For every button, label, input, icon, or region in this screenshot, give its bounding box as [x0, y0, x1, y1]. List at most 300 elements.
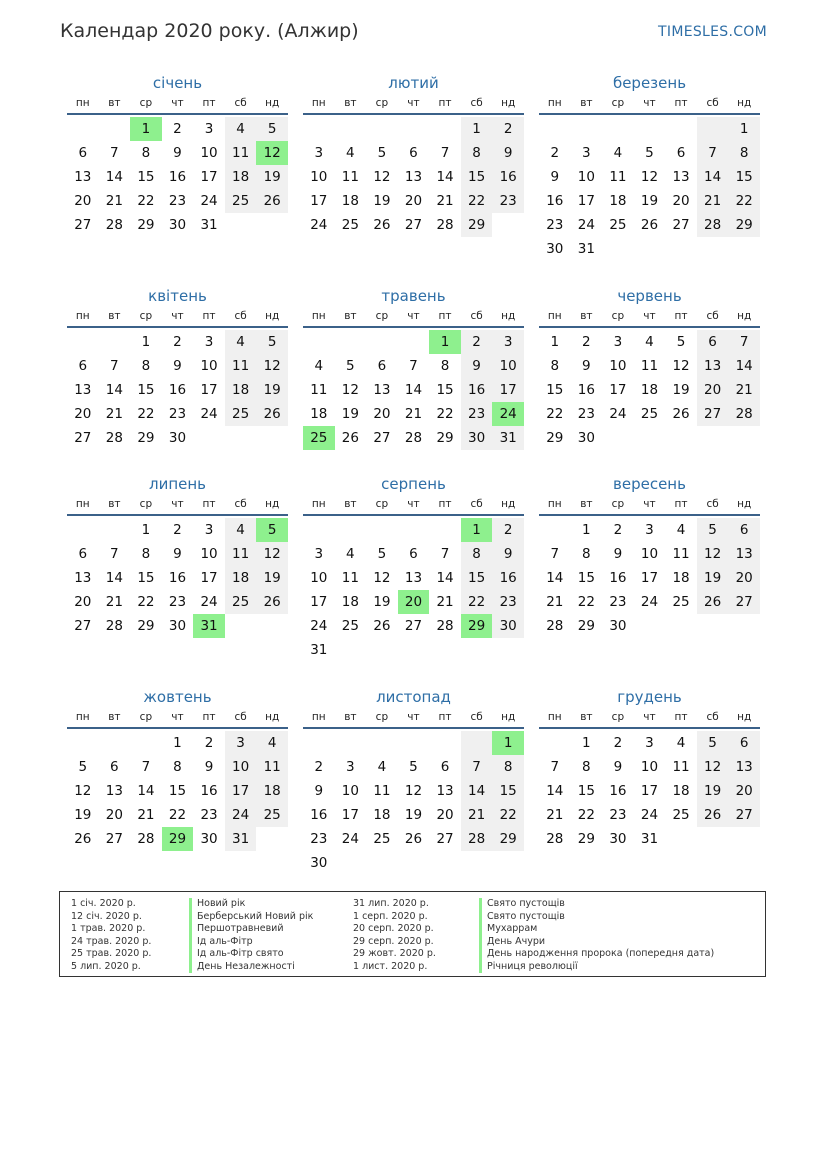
day-cell: 30: [492, 614, 524, 638]
empty-day-cell: [697, 426, 729, 450]
day-cell: 20: [404, 193, 423, 209]
empty-day-cell: [366, 638, 398, 662]
empty-day-cell: [398, 638, 430, 662]
weekday-label: нд: [501, 97, 516, 109]
weekday-label: ср: [375, 711, 389, 723]
day-cell: 27: [436, 831, 454, 847]
day-cell: 8: [141, 358, 151, 374]
day-cell: 30: [609, 618, 627, 634]
day-cell: 20: [436, 807, 454, 823]
holiday-date: 29 жовт. 2020 р.: [353, 948, 436, 959]
day-cell: 12: [697, 755, 729, 779]
empty-day-cell: [602, 237, 634, 261]
day-cell: 30: [168, 618, 187, 634]
empty-day-cell: [366, 731, 398, 755]
holiday-day-cell: 31: [193, 614, 225, 638]
weekday-label: нд: [265, 498, 280, 510]
weekday-header: [67, 710, 288, 729]
weekday-label: вт: [108, 498, 121, 510]
day-cell: 8: [728, 141, 760, 165]
day-cell: 10: [640, 546, 659, 562]
week-row: [67, 614, 288, 638]
day-cell: 17: [640, 570, 659, 586]
holiday-names-right: [479, 898, 714, 973]
day-cell: 21: [461, 803, 493, 827]
empty-day-cell: [398, 117, 430, 141]
day-cell: 14: [728, 354, 760, 378]
day-cell: 21: [436, 594, 454, 610]
day-cell: 3: [204, 121, 214, 137]
day-cell: 16: [492, 566, 524, 590]
day-cell: 26: [697, 590, 729, 614]
day-cell: 16: [168, 382, 187, 398]
day-cell: 11: [672, 759, 690, 775]
holiday-day-cell: 1: [461, 518, 493, 542]
day-cell: 16: [492, 165, 524, 189]
day-cell: 10: [225, 755, 257, 779]
day-cell: 21: [546, 807, 564, 823]
day-cell: 12: [640, 169, 659, 185]
day-cell: 7: [110, 358, 119, 374]
day-cell: 17: [200, 169, 218, 185]
week-row: [67, 518, 288, 542]
weekday-header: [539, 497, 760, 516]
month-block: [539, 474, 760, 638]
day-cell: 22: [546, 406, 564, 422]
week-row: [539, 590, 760, 614]
weekday-label: пт: [674, 498, 688, 510]
day-cell: 3: [613, 334, 623, 350]
day-cell: 21: [105, 406, 123, 422]
empty-day-cell: [634, 614, 666, 638]
day-cell: 6: [440, 759, 450, 775]
day-cell: 19: [697, 779, 729, 803]
day-cell: 25: [672, 594, 690, 610]
day-cell: 13: [74, 570, 92, 586]
weekday-label: чт: [407, 97, 420, 109]
empty-day-cell: [398, 518, 430, 542]
day-cell: 8: [550, 358, 560, 374]
month-title: лютий: [388, 74, 439, 92]
month-block: [303, 474, 524, 662]
day-cell: 1: [141, 522, 151, 538]
day-cell: 7: [409, 358, 418, 374]
week-row: [303, 566, 524, 590]
weekday-label: нд: [737, 97, 752, 109]
day-cell: 25: [672, 807, 690, 823]
day-cell: 13: [672, 169, 690, 185]
weekday-label: пн: [311, 310, 326, 322]
weekday-label: ср: [139, 711, 153, 723]
day-cell: 18: [225, 566, 257, 590]
weekday-label: ср: [139, 498, 153, 510]
weekday-label: ср: [375, 310, 389, 322]
day-cell: 4: [314, 358, 324, 374]
week-row: [303, 518, 524, 542]
day-cell: 5: [377, 145, 387, 161]
empty-day-cell: [665, 426, 697, 450]
holiday-name: Свято пустощів: [479, 898, 714, 911]
day-cell: 25: [609, 217, 627, 233]
weekday-label: вт: [108, 97, 121, 109]
day-cell: 30: [461, 426, 493, 450]
holiday-name: Новий рік: [189, 898, 313, 911]
holiday-name: Першотравневий: [189, 923, 313, 936]
day-cell: 30: [200, 831, 218, 847]
week-row: [303, 189, 524, 213]
day-cell: 7: [110, 546, 119, 562]
holiday-name: Річниця революції: [479, 961, 714, 974]
day-cell: 1: [728, 117, 760, 141]
holiday-day-cell: 24: [492, 402, 524, 426]
day-cell: 9: [314, 783, 324, 799]
day-cell: 3: [314, 546, 324, 562]
weekday-header: [67, 497, 288, 516]
week-row: [67, 779, 288, 803]
week-row: [303, 827, 524, 851]
month-title: березень: [612, 74, 687, 92]
weekday-label: пн: [547, 498, 562, 510]
day-cell: 20: [672, 193, 690, 209]
day-cell: 27: [697, 402, 729, 426]
empty-day-cell: [99, 330, 131, 354]
day-cell: 7: [461, 755, 493, 779]
day-cell: 4: [346, 546, 355, 562]
empty-day-cell: [335, 518, 367, 542]
week-row: [67, 330, 288, 354]
holiday-dates-right: [353, 898, 436, 973]
day-cell: 19: [672, 382, 690, 398]
day-cell: 20: [74, 594, 92, 610]
week-row: [539, 542, 760, 566]
weekday-label: пн: [547, 711, 562, 723]
empty-day-cell: [193, 426, 225, 450]
empty-day-cell: [461, 731, 493, 755]
day-cell: 2: [461, 330, 493, 354]
weekday-label: чт: [171, 310, 184, 322]
day-cell: 19: [373, 594, 391, 610]
day-cell: 1: [173, 735, 182, 751]
week-row: [67, 426, 288, 450]
day-cell: 1: [461, 117, 493, 141]
day-cell: 29: [728, 213, 760, 237]
day-cell: 30: [168, 217, 187, 233]
day-cell: 9: [204, 759, 214, 775]
day-cell: 31: [492, 426, 524, 450]
empty-day-cell: [492, 638, 524, 662]
day-cell: 25: [341, 217, 359, 233]
weekday-header: [67, 309, 288, 328]
day-cell: 7: [728, 330, 760, 354]
week-row: [303, 378, 524, 402]
day-cell: 16: [609, 570, 627, 586]
holiday-name: Свято пустощів: [479, 911, 714, 924]
weekday-label: пт: [438, 97, 452, 109]
day-cell: 30: [310, 855, 328, 871]
day-cell: 12: [373, 570, 391, 586]
day-cell: 23: [577, 406, 595, 422]
day-cell: 2: [550, 145, 560, 161]
weekday-label: пт: [202, 711, 216, 723]
week-row: [67, 378, 288, 402]
month-title: червень: [617, 287, 682, 305]
weekday-header: [303, 710, 524, 729]
holiday-name: Мухаррам: [479, 923, 714, 936]
day-cell: 15: [137, 570, 155, 586]
holiday-day-cell: 1: [130, 117, 162, 141]
holiday-name: День Незалежності: [189, 961, 313, 974]
weekday-label: чт: [643, 711, 656, 723]
day-cell: 10: [310, 570, 328, 586]
day-cell: 6: [728, 518, 760, 542]
holiday-date: 29 серп. 2020 р.: [353, 935, 434, 947]
day-cell: 19: [373, 193, 391, 209]
weekday-label: пт: [674, 97, 688, 109]
day-cell: 25: [225, 189, 257, 213]
day-cell: 30: [609, 831, 627, 847]
empty-day-cell: [728, 426, 760, 450]
month-title: жовтень: [143, 688, 212, 706]
day-cell: 9: [550, 169, 560, 185]
day-cell: 28: [546, 831, 564, 847]
day-cell: 26: [373, 618, 391, 634]
week-row: [67, 213, 288, 237]
day-cell: 24: [341, 831, 359, 847]
day-cell: 13: [74, 382, 92, 398]
empty-day-cell: [335, 638, 367, 662]
day-cell: 16: [310, 807, 328, 823]
day-cell: 15: [577, 570, 595, 586]
holiday-date: 20 серп. 2020 р.: [353, 923, 434, 934]
day-cell: 2: [173, 121, 182, 137]
day-cell: 22: [137, 193, 155, 209]
empty-day-cell: [398, 330, 430, 354]
day-cell: 5: [256, 117, 288, 141]
day-cell: 17: [609, 382, 627, 398]
weekday-label: чт: [407, 310, 420, 322]
day-cell: 25: [373, 831, 391, 847]
day-cell: 13: [728, 755, 760, 779]
week-row: [539, 566, 760, 590]
holiday-date: 31 лип. 2020 р.: [353, 898, 429, 909]
day-cell: 5: [645, 145, 654, 161]
day-cell: 31: [577, 241, 595, 257]
week-row: [539, 518, 760, 542]
empty-day-cell: [429, 731, 461, 755]
day-cell: 20: [74, 193, 92, 209]
week-row: [539, 378, 760, 402]
weekday-label: сб: [706, 310, 719, 322]
day-cell: 7: [141, 759, 151, 775]
day-cell: 24: [609, 406, 627, 422]
day-cell: 19: [256, 165, 288, 189]
day-cell: 26: [256, 189, 288, 213]
weekday-label: чт: [643, 498, 656, 510]
week-row: [539, 189, 760, 213]
day-cell: 24: [640, 594, 659, 610]
day-cell: 5: [256, 330, 288, 354]
holiday-name: Берберський Новий рік: [189, 911, 313, 924]
day-cell: 2: [314, 759, 324, 775]
empty-day-cell: [130, 731, 162, 755]
month-block: [303, 286, 524, 450]
day-cell: 10: [609, 358, 627, 374]
empty-day-cell: [571, 117, 603, 141]
day-cell: 28: [105, 618, 123, 634]
day-cell: 21: [697, 189, 729, 213]
empty-day-cell: [429, 851, 461, 875]
week-row: [67, 731, 288, 755]
day-cell: 5: [697, 518, 729, 542]
day-cell: 2: [173, 334, 182, 350]
week-row: [303, 638, 524, 662]
day-cell: 8: [440, 358, 450, 374]
day-cell: 15: [492, 779, 524, 803]
empty-day-cell: [256, 426, 288, 450]
week-row: [303, 590, 524, 614]
empty-day-cell: [256, 827, 288, 851]
holiday-names-left: [189, 898, 313, 973]
weekday-label: сб: [470, 498, 483, 510]
day-cell: 9: [582, 358, 591, 374]
week-row: [67, 542, 288, 566]
day-cell: 5: [377, 546, 387, 562]
empty-day-cell: [225, 426, 257, 450]
day-cell: 14: [404, 382, 423, 398]
day-cell: 14: [436, 570, 454, 586]
empty-day-cell: [99, 117, 131, 141]
day-cell: 3: [645, 735, 654, 751]
empty-day-cell: [303, 731, 335, 755]
month-block: [539, 73, 760, 261]
day-cell: 22: [137, 594, 155, 610]
weekday-label: пн: [311, 97, 326, 109]
month-block: [67, 73, 288, 237]
day-cell: 17: [341, 807, 359, 823]
day-cell: 28: [137, 831, 155, 847]
day-cell: 4: [613, 145, 623, 161]
day-cell: 2: [204, 735, 214, 751]
day-cell: 4: [225, 117, 257, 141]
holiday-date: 5 лип. 2020 р.: [71, 960, 141, 972]
week-row: [539, 731, 760, 755]
day-cell: 4: [676, 522, 686, 538]
day-cell: 29: [577, 618, 595, 634]
day-cell: 28: [697, 213, 729, 237]
day-cell: 9: [173, 358, 182, 374]
weekday-label: пт: [202, 498, 216, 510]
day-cell: 26: [74, 831, 92, 847]
month-block: [539, 687, 760, 851]
day-cell: 3: [204, 522, 214, 538]
weekday-label: вт: [580, 711, 593, 723]
day-cell: 16: [168, 570, 187, 586]
day-cell: 29: [577, 831, 595, 847]
holiday-name: Ід аль-Фітр: [189, 936, 313, 949]
day-cell: 8: [461, 141, 493, 165]
day-cell: 7: [110, 145, 119, 161]
holiday-date: 1 серп. 2020 р.: [353, 910, 428, 922]
week-row: [67, 354, 288, 378]
day-cell: 15: [577, 783, 595, 799]
holiday-legend: [59, 891, 766, 977]
day-cell: 13: [105, 783, 123, 799]
day-cell: 23: [168, 193, 187, 209]
day-cell: 28: [404, 430, 423, 446]
day-cell: 26: [256, 402, 288, 426]
empty-day-cell: [429, 638, 461, 662]
day-cell: 28: [105, 430, 123, 446]
day-cell: 9: [492, 141, 524, 165]
day-cell: 24: [200, 406, 218, 422]
day-cell: 29: [137, 618, 155, 634]
day-cell: 2: [492, 518, 524, 542]
day-cell: 30: [577, 430, 595, 446]
day-cell: 29: [436, 430, 454, 446]
week-row: [303, 851, 524, 875]
day-cell: 11: [225, 141, 257, 165]
day-cell: 18: [640, 382, 659, 398]
empty-day-cell: [539, 518, 571, 542]
weekday-label: нд: [501, 310, 516, 322]
day-cell: 5: [676, 334, 686, 350]
day-cell: 12: [697, 542, 729, 566]
day-cell: 25: [341, 618, 359, 634]
day-cell: 23: [492, 189, 524, 213]
brand-link[interactable]: TIMESLES.COM: [658, 24, 767, 40]
day-cell: 2: [492, 117, 524, 141]
day-cell: 3: [346, 759, 355, 775]
empty-day-cell: [697, 237, 729, 261]
day-cell: 20: [697, 378, 729, 402]
day-cell: 12: [256, 542, 288, 566]
month-title: грудень: [617, 688, 682, 706]
day-cell: 25: [225, 590, 257, 614]
empty-day-cell: [634, 117, 666, 141]
holiday-name: День Ачури: [479, 936, 714, 949]
day-cell: 6: [676, 145, 686, 161]
empty-day-cell: [665, 117, 697, 141]
day-cell: 14: [105, 169, 123, 185]
day-cell: 26: [697, 803, 729, 827]
day-cell: 4: [645, 334, 654, 350]
day-cell: 25: [640, 406, 659, 422]
day-cell: 21: [137, 807, 155, 823]
day-cell: 10: [492, 354, 524, 378]
day-cell: 28: [461, 827, 493, 851]
day-cell: 19: [256, 566, 288, 590]
weekday-label: чт: [171, 711, 184, 723]
day-cell: 11: [341, 570, 359, 586]
day-cell: 8: [461, 542, 493, 566]
day-cell: 26: [640, 217, 659, 233]
day-cell: 27: [404, 618, 423, 634]
day-cell: 20: [74, 406, 92, 422]
day-cell: 15: [461, 165, 493, 189]
day-cell: 6: [697, 330, 729, 354]
day-cell: 17: [492, 378, 524, 402]
day-cell: 8: [582, 759, 591, 775]
weekday-label: пт: [202, 97, 216, 109]
weekday-label: пн: [75, 498, 90, 510]
month-title: серпень: [381, 475, 446, 493]
day-cell: 5: [346, 358, 355, 374]
week-row: [303, 803, 524, 827]
day-cell: 27: [672, 217, 690, 233]
weekday-label: чт: [407, 498, 420, 510]
month-title: вересень: [613, 475, 686, 493]
empty-day-cell: [697, 614, 729, 638]
